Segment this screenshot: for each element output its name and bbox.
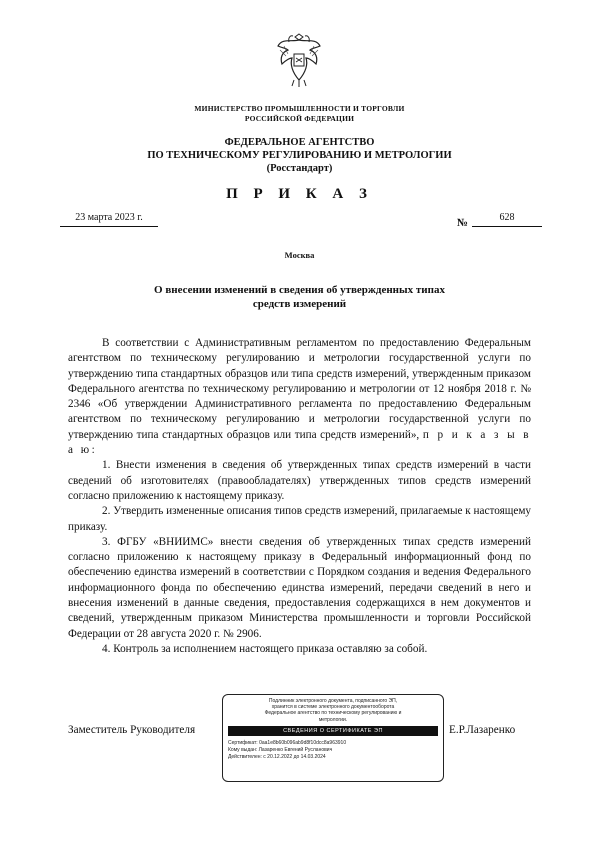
title-line-1: О внесении изменений в сведения об утвержденных типах: [154, 284, 445, 296]
emblem-icon: [274, 28, 324, 90]
agency-line-2: ПО ТЕХНИЧЕСКОМУ РЕГУЛИРОВАНИЮ И МЕТРОЛОГИИ: [147, 150, 452, 161]
date-underline: [60, 226, 158, 227]
ministry-line-2: РОССИЙСКОЙ ФЕДЕРАЦИИ: [244, 114, 355, 123]
prikazyvayu-word: п р и к а з ы в а ю:: [68, 428, 532, 457]
city: Москва: [284, 250, 315, 260]
signatory-role: Заместитель Руководителя: [68, 724, 196, 736]
number-sign: №: [457, 217, 469, 229]
item-1: 1. Внести изменения в сведения об утвержденных типах средств измерений в части сведений об изготовителях (правообладателях) утвержденных типов средств измерений согласно приложению к настоящему приказу.: [68, 459, 531, 502]
number-underline: [472, 226, 542, 227]
order-title: [90, 283, 509, 311]
intro-text: В соответствии с Административным регламентом по предоставлению Федеральным агентством по техническому регулированию и метрологии государственной услуги по утверждению типа стандартных образцов или типа средств измерений, утвержденным приказом Федерального агентства по техническому регулированию и метрологии от 12 ноября 2018 г. № 2346 «Об утверждении Административного регламента по предоставлению Федеральным агентством по техническому регулированию и метрологии государственной услуги по утверждению типа стандартных образцов или типа средств измерений»,: [68, 337, 531, 441]
signatory-name: Е.Р.Лазаренко: [449, 724, 516, 736]
intro-paragraph: [68, 336, 531, 458]
stamp-issued-to: Кому выдан: Лазаренко Евгений Русланович: [228, 746, 333, 753]
agency-name: [100, 136, 499, 175]
order-number: 628: [499, 212, 515, 223]
ministry-name: [120, 104, 479, 124]
item-3: 3. ФГБУ «ВНИИМС» внести сведения об утвержденных типах средств измерений согласно приложению к настоящему приказу в Федеральный информационный фонд по обеспечению единства измерений в соответствии с Порядком создания и ведения Федерального информационного фонда по обеспечению единства измерений, передачи сведений в него и внесения изменений в данные сведения, предоставления содержащихся в нем документов и сведений, утвержденным приказом Министерства промышленности и торговли Российской Федерации от 28 августа 2020 г. № 2906.: [68, 535, 531, 640]
electronic-signature-stamp: [222, 694, 444, 782]
document-type-heading: П Р И К А З: [226, 186, 373, 202]
stamp-line-4: метрологии.: [318, 716, 348, 723]
title-line-2: средств измерений: [252, 298, 347, 310]
agency-line-3: (Росстандарт): [266, 163, 333, 174]
item-2: 2. Утвердить измененные описания типов средств измерений, прилагаемые к настоящему приказу.: [68, 505, 531, 533]
order-body: [68, 336, 531, 657]
stamp-notice: [228, 698, 438, 723]
stamp-line-2: хранится в системе электронного документооборота: [271, 704, 395, 711]
order-date: 23 марта 2023 г.: [75, 212, 143, 223]
stamp-line-1: Подлинник электронного документа, подписанного ЭП,: [268, 698, 398, 704]
stamp-valid: Действителен: с 20.12.2022 до 14.03.2024: [228, 753, 326, 760]
ministry-line-1: МИНИСТЕРСТВО ПРОМЫШЛЕННОСТИ И ТОРГОВЛИ: [194, 104, 405, 113]
item-4: 4. Контроль за исполнением настоящего приказа оставляю за собой.: [102, 642, 428, 655]
stamp-certificate: Сертификат: 0aa1e8b60b096ab9d8f10dcc8a963910: [228, 739, 347, 746]
stamp-line-3: Федеральное агентство по техническому регулированию и: [264, 710, 402, 717]
agency-line-1: ФЕДЕРАЛЬНОЕ АГЕНТСТВО: [224, 137, 375, 148]
stamp-certificate-header: СВЕДЕНИЯ О СЕРТИФИКАТЕ ЭП: [228, 726, 438, 736]
